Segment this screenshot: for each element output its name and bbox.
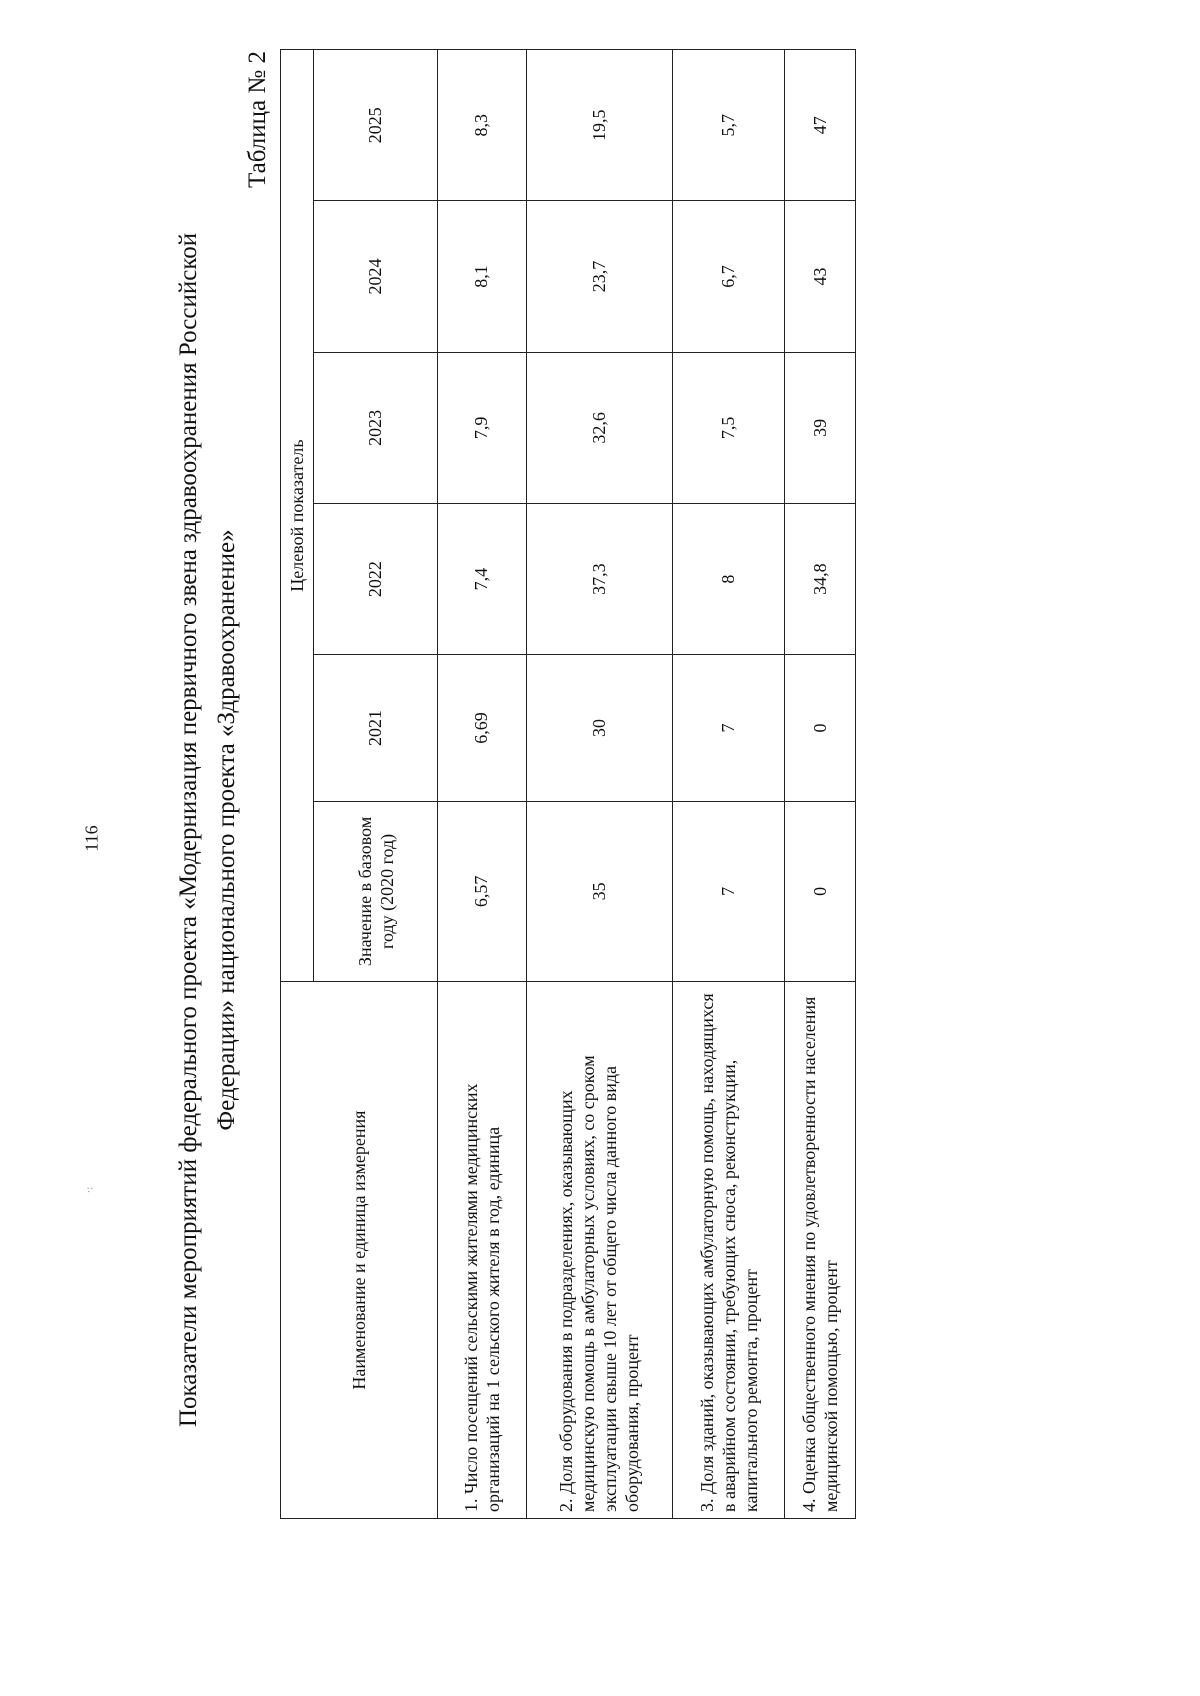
table-row <box>438 50 527 1519</box>
table-cell: 6,7 <box>673 201 785 352</box>
table-cell: 8,1 <box>438 201 527 352</box>
table-cell: 34,8 <box>785 503 856 654</box>
table-cell: 8,3 <box>438 50 527 201</box>
table-row <box>785 50 856 1519</box>
page-number: 116 <box>81 825 102 852</box>
table-cell: 23,7 <box>526 201 672 352</box>
table-cell: 32,6 <box>526 352 672 503</box>
header-name: Наименование и единица измерения <box>281 982 438 1519</box>
indicators-table <box>280 49 856 1519</box>
table-row <box>526 50 672 1519</box>
table-cell: 6,57 <box>438 801 527 982</box>
table-cell: 7 <box>673 801 785 982</box>
table-cell: 43 <box>785 201 856 352</box>
indicator-name: 1. Число посещений сельскими жителями медицинских организаций на 1 сельского жителя в год, единица <box>438 982 527 1519</box>
table-cell: 6,69 <box>438 655 527 801</box>
rotated-sheet <box>170 33 854 1627</box>
table-cell: 8 <box>673 503 785 654</box>
header-year: 2024 <box>314 201 438 352</box>
table-cell: 7,4 <box>438 503 527 654</box>
table-cell: 39 <box>785 352 856 503</box>
table-cell: 47 <box>785 50 856 201</box>
header-base-year: Значение в базовом году (2020 год) <box>314 801 438 982</box>
table-row <box>673 50 785 1519</box>
table-cell: 7 <box>673 655 785 801</box>
indicator-name: 2. Доля оборудования в подразделениях, оказывающих медицинскую помощь в амбулаторных условиях, со сроком эксплуатации свыше 10 лет от общего числа данного вида оборудования, процент <box>526 982 672 1519</box>
table-cell: 35 <box>526 801 672 982</box>
table-cell: 37,3 <box>526 503 672 654</box>
table-cell: 7,9 <box>438 352 527 503</box>
header-year: 2025 <box>314 50 438 201</box>
document-title <box>170 33 246 1627</box>
table-cell: 0 <box>785 655 856 801</box>
table-cell: 19,5 <box>526 50 672 201</box>
table-caption: Таблица № 2 <box>244 51 271 189</box>
table-cell: 30 <box>526 655 672 801</box>
scan-speck: ·: <box>83 1186 96 1194</box>
header-target-indicator: Целевой показатель <box>281 50 314 982</box>
title-line-2: Федерации» национального проекта «Здравоохранение» <box>213 529 240 1131</box>
table-cell: 5,7 <box>673 50 785 201</box>
table-cell: 0 <box>785 801 856 982</box>
indicator-name: 4. Оценка общественного мнения по удовлетворенности населения медицинской помощью, процент <box>785 982 856 1519</box>
header-year: 2022 <box>314 503 438 654</box>
indicator-name: 3. Доля зданий, оказывающих амбулаторную помощь, находящихся в аварийном состоянии, требующих сноса, реконструкции, капитального ремонта, процент <box>673 982 785 1519</box>
table-cell: 7,5 <box>673 352 785 503</box>
header-year: 2021 <box>314 655 438 801</box>
title-line-1: Показатели мероприятий федерального проекта «Модернизация первичного звена здравоохранения Российской <box>175 232 202 1428</box>
header-year: 2023 <box>314 352 438 503</box>
